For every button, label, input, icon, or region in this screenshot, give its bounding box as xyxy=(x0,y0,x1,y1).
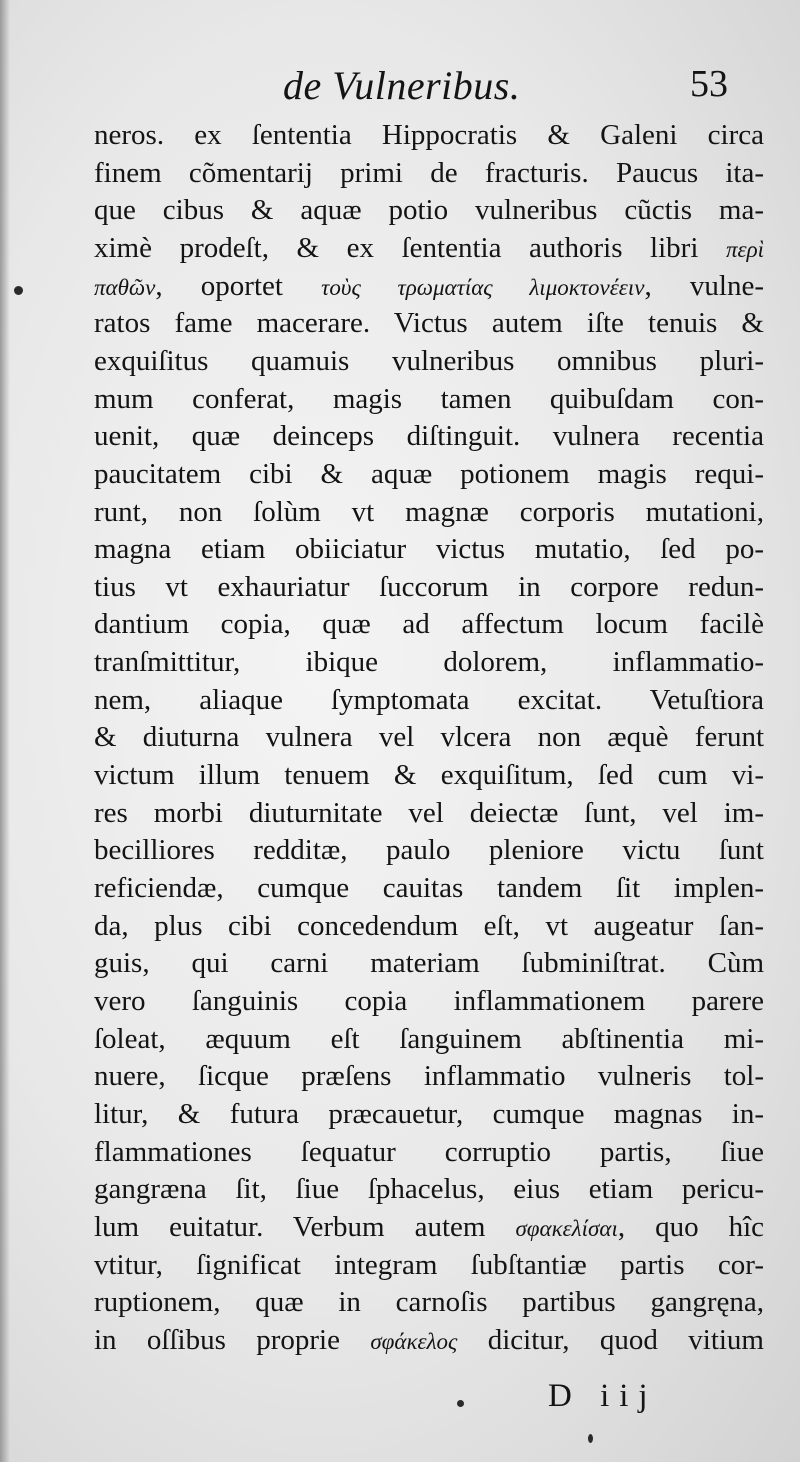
text-run: dicitur, quod vitium xyxy=(457,1323,764,1356)
text-run: uenit, quæ deinceps diſtinguit. vulnera recentia xyxy=(94,420,764,453)
text-run: exquiſitus quamuis vulneribus omnibus pluri- xyxy=(94,344,764,377)
text-run: mum conferat, magis tamen quibuſdam con- xyxy=(94,382,764,415)
greek-text: παθῶν xyxy=(94,274,156,300)
text-line xyxy=(94,871,764,905)
ink-speck xyxy=(457,1400,464,1407)
text-line xyxy=(94,532,764,566)
text-run: da, plus cibi concedendum eſt, vt augeatur ſan- xyxy=(94,909,764,942)
text-line xyxy=(94,382,764,416)
text-line xyxy=(94,156,764,190)
text-run: litur, & futura præcauetur, cumque magnas in- xyxy=(94,1097,764,1130)
page-number: 53 xyxy=(690,63,728,105)
text-run: gangræna ſit, ſiue ſphacelus, eius etiam pericu- xyxy=(94,1173,764,1206)
text-run: victum illum tenuem & exquiſitum, ſed cum vi- xyxy=(94,759,764,792)
text-line xyxy=(94,758,764,792)
text-line xyxy=(94,1172,764,1206)
text-run: in oſſibus proprie xyxy=(94,1323,371,1356)
text-run: dantium copia, quæ ad affectum locum facilè xyxy=(94,608,764,641)
text-line xyxy=(94,344,764,378)
text-run: que cibus & aquæ potio vulneribus cũctis ma- xyxy=(94,194,764,227)
text-run: guis, qui carni materiam ſubminiſtrat. Cùm xyxy=(94,947,764,980)
text-run: ximè prodeſt, & ex ſententia authoris libri xyxy=(94,231,726,264)
signature-mark: D iij xyxy=(548,1378,658,1414)
text-line xyxy=(94,683,764,717)
text-run: becilliores redditæ, paulo pleniore victu ſunt xyxy=(94,834,764,867)
text-run: , vulne- xyxy=(644,269,764,302)
text-run: vtitur, ſignificat integram ſubſtantiæ partis cor- xyxy=(94,1248,764,1281)
text-line xyxy=(94,796,764,830)
ink-speck xyxy=(14,286,23,295)
text-line xyxy=(94,495,764,529)
text-run: tranſmittitur, ibique dolorem, inflammatio- xyxy=(94,646,764,679)
greek-text: σφάκελος xyxy=(370,1328,458,1354)
text-line xyxy=(94,1097,764,1131)
text-run: tius vt exhauriatur ſuccorum in corpore redun- xyxy=(94,570,764,603)
text-line xyxy=(94,1210,764,1244)
text-run: & diuturna vulnera vel vlcera non æquè ferunt xyxy=(94,721,764,754)
text-run: neros. ex ſententia Hippocratis & Galeni circa xyxy=(94,119,764,151)
text-line xyxy=(94,306,764,340)
text-line xyxy=(94,457,764,491)
text-line xyxy=(94,1135,764,1169)
text-run: , quo hîc xyxy=(617,1210,764,1243)
text-run: reficiendæ, cumque cauitas tandem ſit implen- xyxy=(94,872,764,904)
text-run: paucitatem cibi & aquæ potionem magis requi- xyxy=(94,457,764,490)
text-line xyxy=(94,419,764,453)
text-line xyxy=(94,720,764,754)
text-line xyxy=(94,1022,764,1056)
text-line xyxy=(94,231,764,265)
text-run: finem cõmentarij primi de fracturis. Paucus ita- xyxy=(94,156,764,189)
text-run: vero ſanguinis copia inflammationem parere xyxy=(94,984,764,1017)
text-run: ſoleat, æquum eſt ſanguinem abſtinentia mi- xyxy=(94,1022,764,1055)
page-footer xyxy=(0,1378,800,1428)
running-title: de Vulneribus. xyxy=(283,63,521,108)
text-run: flammationes ſequatur corruptio partis, ſiue xyxy=(94,1135,764,1168)
text-line xyxy=(94,118,764,152)
text-line xyxy=(94,1248,764,1282)
text-run: lum euitatur. Verbum autem xyxy=(94,1210,516,1243)
text-run: runt, non ſolùm vt magnæ corporis mutationi, xyxy=(94,495,764,528)
greek-text: τοὺς τρωματίας λιμοκτονέειν xyxy=(321,274,645,300)
text-line xyxy=(94,1059,764,1093)
text-line xyxy=(94,645,764,679)
text-run: res morbi diuturnitate vel deiectæ ſunt, vel im- xyxy=(94,796,764,829)
text-line xyxy=(94,984,764,1018)
text-line xyxy=(94,946,764,980)
text-line xyxy=(94,193,764,227)
greek-text: περὶ xyxy=(725,236,764,262)
text-run: nuere, ſicque præſens inflammatio vulneris tol- xyxy=(94,1060,764,1093)
text-line xyxy=(94,833,764,867)
text-line xyxy=(94,1285,764,1319)
text-line xyxy=(94,269,764,303)
greek-text: σφακελίσαι xyxy=(515,1215,618,1241)
text-run: nem, aliaque ſymptomata excitat. Vetuſtiora xyxy=(94,683,764,716)
text-line xyxy=(94,909,764,943)
text-line xyxy=(94,607,764,641)
text-line xyxy=(94,570,764,604)
ink-speck xyxy=(588,1434,593,1443)
text-run: ratos fame macerare. Victus autem iſte tenuis & xyxy=(94,307,764,340)
text-run: ruptionem, quæ in carnoſis partibus gangręna, xyxy=(94,1286,764,1319)
text-line xyxy=(94,1323,764,1357)
text-run: magna etiam obiiciatur victus mutatio, ſed po- xyxy=(94,533,764,566)
text-run: , oportet xyxy=(155,269,322,302)
